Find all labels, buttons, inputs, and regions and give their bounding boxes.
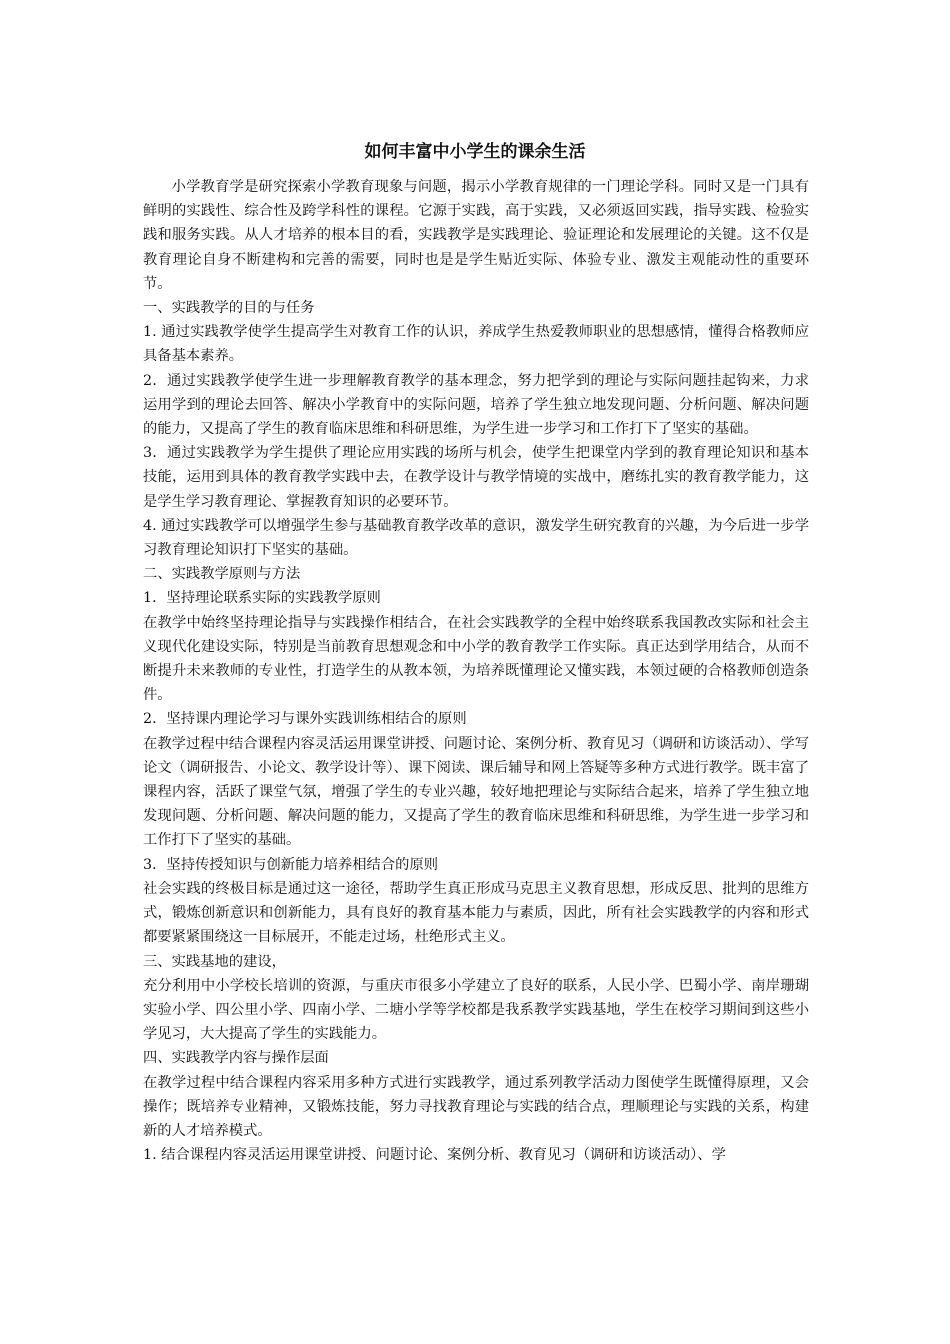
paragraph: 4. 通过实践教学可以增强学生参与基础教育教学改革的意识，激发学生研究教育的兴趣，为今后进一步学习教育理论知识打下坚实的基础。 xyxy=(143,517,809,559)
paragraph: 2．通过实践教学使学生进一步理解教育教学的基本理念，努力把学到的理论与实际问题挂起钩来，力求运用学到的理论去回答、解决小学教育中的实际问题，培养了学生独立地发现问题、分析问题、解决问题的能力，又提高了学生的教育临床思维和科研思维，为学生进一步学习和工作打下了坚实的基础。 xyxy=(143,372,809,438)
paragraph: 1. 结合课程内容灵活运用课堂讲授、问题讨论、案例分析、教育见习（调研和访谈活动）、学 xyxy=(143,1147,726,1164)
paragraph: 社会实践的终极目标是通过这一途径，帮助学生真正形成马克思主义教育思想，形成反思、批判的思维方式，锻炼创新意识和创新能力，具有良好的教育基本能力与素质，因此，所有社会实践教学的内容和形式都要紧紧围绕这一目标展开，不能走过场，杜绝形式主义。 xyxy=(143,880,809,946)
paragraph: 在教学过程中结合课程内容采用多种方式进行实践教学，通过系列教学活动力图使学生既懂得原理，又会操作；既培养专业精神，又锻炼技能，努力寻找教育理论与实践的结合点，理顺理论与实践的关系，构建新的人才培养模式。 xyxy=(143,1074,809,1139)
paragraph: 在教学过程中结合课程内容灵活运用课堂讲授、问题讨论、案例分析、教育见习（调研和访谈活动）、学写论文（调研报告、小论文、教学设计等）、课下阅读、课后辅导和网上答疑等多种方式进行教学。既丰富了课程内容，活跃了课堂气氛，增强了学生的专业兴趣，较好地把理论与实际结合起来，培养了学生独立地发现问题、分析问题、解决问题的能力，又提高了学生的教育临床思维和科研思维，为学生进一步学习和工作打下了坚实的基础。 xyxy=(143,735,809,849)
paragraph: 三、实践基地的建设， xyxy=(143,953,286,970)
document-body xyxy=(143,175,809,1167)
paragraph: 四、实践教学内容与操作层面 xyxy=(143,1050,329,1067)
paragraph: 小学教育学是研究探索小学教育现象与问题，揭示小学教育规律的一门理论学科。同时又是一门具有鲜明的实践性、综合性及跨学科性的课程。它源于实践，高于实践，又必须返回实践，指导实践、检验实践和服务实践。从人才培养的根本目的看，实践教学是实践理论、验证理论和发展理论的关键。这不仅是教育理论自身不断建构和完善的需要，同时也是是学生贴近实际、体验专业、激发主观能动性的重要环节。 xyxy=(143,179,809,292)
paragraph: 二、实践教学原则与方法 xyxy=(143,566,301,583)
paragraph: 3．通过实践教学为学生提供了理论应用实践的场所与机会，使学生把课堂内学到的教育理论知识和基本技能，运用到具体的教育教学实践中去，在教学设计与教学情境的实战中，磨练扎实的教育教学能力，这是学生学习教育理论、掌握教育知识的必要环节。 xyxy=(143,445,809,510)
paragraph: 2．坚持课内理论学习与课外实践训练相结合的原则 xyxy=(143,711,467,728)
paragraph: 1. 通过实践教学使学生提高学生对教育工作的认识，养成学生热爱教师职业的思想感情，懂得合格教师应具备基本素养。 xyxy=(143,324,809,365)
paragraph: 在教学中始终坚持理论指导与实践操作相结合，在社会实践教学的全程中始终联系我国教改实际和社会主义现代化建设实际，特别是当前教育思想观念和中小学的教育教学工作实际。真正达到学用结合，从而不断提升未来教师的专业性，打造学生的从教本领，为培养既懂理论又懂实践，本领过硬的合格教师创造条件。 xyxy=(143,614,809,704)
paragraph: 充分利用中小学校长培训的资源，与重庆市很多小学建立了良好的联系，人民小学、巴蜀小学、南岸珊瑚实验小学、四公里小学、四南小学、二塘小学等学校都是我系教学实践基地，学生在校学习期间到这些小学见习，大大提高了学生的实践能力。 xyxy=(143,977,809,1043)
paragraph: 1．坚持理论联系实际的实践教学原则 xyxy=(143,590,381,607)
paragraph: 一、实践教学的目的与任务 xyxy=(143,300,315,317)
document-title: 如何丰富中小学生的课余生活 xyxy=(364,142,586,162)
paragraph: 3．坚持传授知识与创新能力培养相结合的原则 xyxy=(143,856,439,873)
